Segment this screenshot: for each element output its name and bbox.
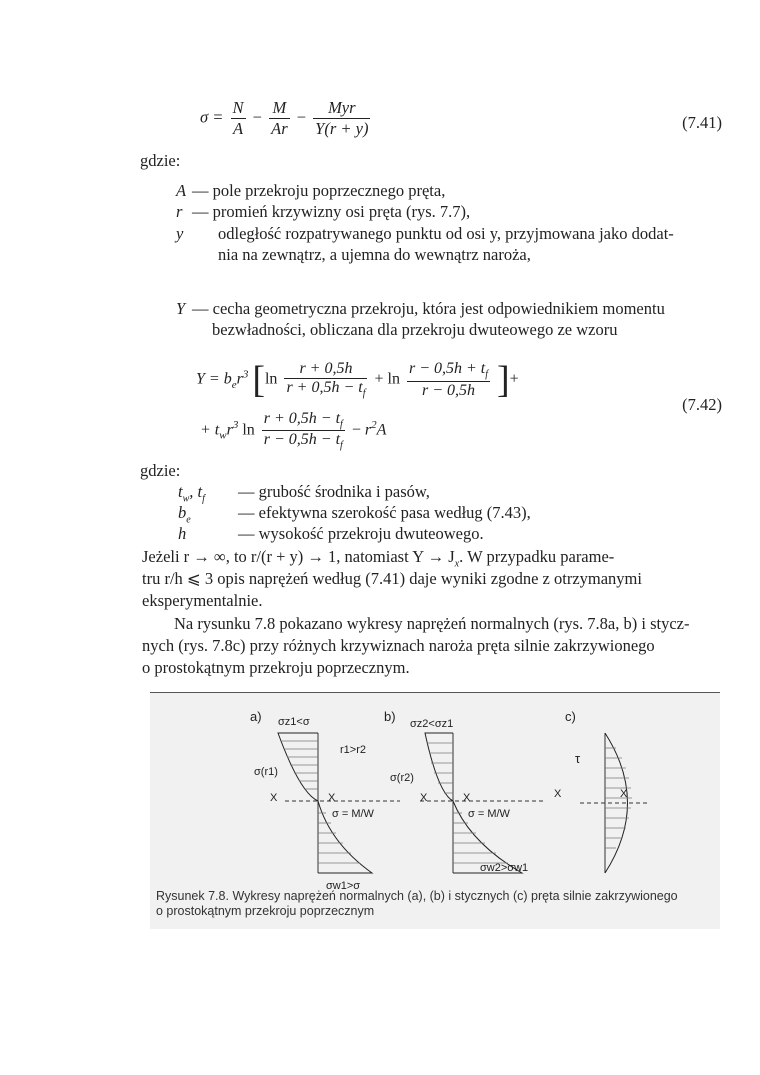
para1-line1: Jeżeli r → ∞, to r/(r + y) → 1, natomiast $Y \to J_x$. W przypadku parame- xyxy=(142,547,615,570)
x-left-b: X xyxy=(420,792,428,804)
eq741-frac2: $\frac{M}{Ar}$ xyxy=(271,98,288,138)
equation-7-41: σ = $\frac{N}{A}$ − $\frac{M}{Ar}$ − $\frac{\text{Myr}}{Y(r + y)}$ xyxy=(200,98,369,138)
label-b: b) xyxy=(384,709,396,724)
gdzie-1: gdzie: xyxy=(140,151,181,170)
def-Y-cont: bezwładności, obliczana dla przekroju dwuteowego ze wzoru xyxy=(212,320,618,339)
mw-label-a: σ = M/W xyxy=(332,808,374,820)
sz1-label: σz1<σ xyxy=(278,716,310,728)
def-b-symbol: $b_e$ xyxy=(178,503,191,526)
def-r-symbol: r xyxy=(176,202,183,221)
caption-label: Rysunek 7.8. xyxy=(156,889,229,903)
def-Y-symbol: Y xyxy=(176,299,186,318)
r1r2-label: r1>r2 xyxy=(340,744,366,756)
label-c: c) xyxy=(565,709,576,724)
eq741-frac1: $\frac{N}{A}$ xyxy=(232,98,244,138)
def-t-symbol: $t_w$, $t_f$ xyxy=(178,482,205,505)
def-A-text: — pole przekroju poprzecznego pręta, xyxy=(192,181,446,200)
x-left-a: X xyxy=(270,792,278,804)
def-b-text: — efektywna szerokość pasa według (7.43), xyxy=(238,503,531,522)
def-t-text: — grubość środnika i pasów, xyxy=(238,482,430,501)
sig-r1-label: σ(r1) xyxy=(254,766,278,778)
x-right-a: X xyxy=(328,792,336,804)
def-h-text: — wysokość przekroju dwuteowego. xyxy=(238,524,484,543)
sig-r2-label: σ(r2) xyxy=(390,772,414,784)
def-y-cont: nia na zewnątrz, a ujemna do wewnątrz naroża, xyxy=(218,245,531,264)
def-Y-text: — cecha geometryczna przekroju, która jest odpowiednikiem momentu xyxy=(192,299,665,318)
eq741-frac3: $\frac{\text{Myr}}{Y(r + y)}$ xyxy=(315,98,369,138)
x-right-b: X xyxy=(463,792,471,804)
x-left-c: X xyxy=(554,788,562,800)
label-a: a) xyxy=(250,709,262,724)
eq741-lhs: σ = xyxy=(200,107,224,127)
sw1-label: σw1>σ xyxy=(326,880,361,892)
def-r-text: — promień krzywizny osi pręta (rys. 7.7), xyxy=(192,202,471,221)
figure-caption xyxy=(156,889,716,919)
para1-line3: eksperymentalnie. xyxy=(142,591,263,610)
para1-line2: tru r/h ⩽ 3 opis naprężeń według (7.41) daje wyniki zgodne z otrzymanymi xyxy=(142,569,642,588)
def-h-symbol: h xyxy=(178,524,187,543)
diagram-c xyxy=(580,733,650,873)
eq741-number: (7.41) xyxy=(682,113,722,132)
para2-line3: o prostokątnym przekroju poprzecznym. xyxy=(142,658,410,677)
caption-text-2: o prostokątnym przekroju poprzecznym xyxy=(156,904,375,918)
equation-7-42-line1: $Y = b_er^3$ [ln $\frac{r + 0,5h}{r + 0,5h - t_f}$ + ln $\frac{r - 0,5h + t_f}{r - 0,5h}$ ]+ xyxy=(196,359,519,401)
diagram-b xyxy=(420,733,545,873)
def-y-text: odległość rozpatrywanego punktu od osi y, przyjmowana jako dodat- xyxy=(218,224,674,243)
equation-7-42-line2: + $t_wr^3$ ln $\frac{r + 0,5h - t_f}{r - 0,5h - t_f}$ − $r^2A$ xyxy=(200,410,387,452)
caption-text: Wykresy naprężeń normalnych (a), (b) i stycznych (c) pręta silnie zakrzywionego xyxy=(232,889,678,903)
mw-label-b: σ = M/W xyxy=(468,808,510,820)
diagram-a xyxy=(278,733,400,873)
def-y-symbol: y xyxy=(176,224,184,243)
para2-line2: nych (rys. 7.8c) przy różnych krzywiznach naroża pręta silnie zakrzywionego xyxy=(142,636,655,655)
sw2-label: σw2>σw1 xyxy=(480,862,529,874)
tau-label: τ xyxy=(575,751,581,766)
def-A-symbol: A xyxy=(176,181,187,200)
eq742-number: (7.42) xyxy=(682,395,722,414)
para2-line1: Na rysunku 7.8 pokazano wykresy naprężeń normalnych (rys. 7.8a, b) i stycz- xyxy=(174,614,690,633)
sz2-label: σz2<σz1 xyxy=(410,718,454,730)
gdzie-2: gdzie: xyxy=(140,461,181,480)
x-right-c: X xyxy=(620,788,628,800)
